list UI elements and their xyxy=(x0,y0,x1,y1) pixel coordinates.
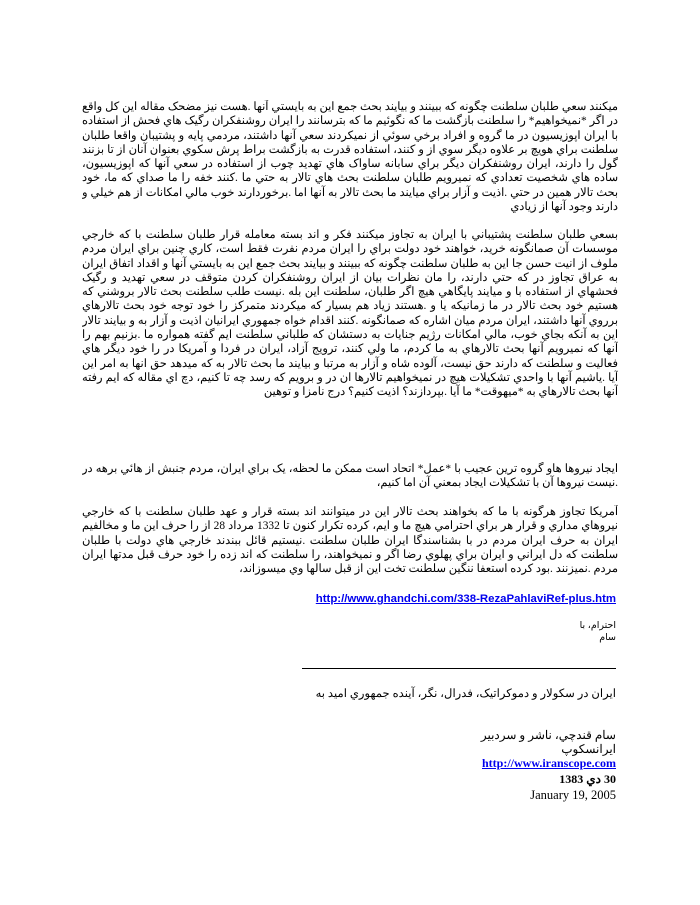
signature-date-persian: 30 دي 1383 xyxy=(559,772,616,786)
signature-organization: ايرانسکوپ xyxy=(561,742,616,756)
closing-regards: احترام، با xyxy=(579,620,616,631)
tagline: ايران در سکولار و دموکراتيک، فدرال، نگر، آينده جمهوري اميد به xyxy=(315,687,616,700)
paragraph-1: ميکنند سعي طلبان سلطنت چگونه که ببينند و بيايند بحث جمع اين به بايستي آنها .هست نيز مضحک مقاله اين کل واقع در اگر *نميخواهيم* را سلطنت بازگشت ما که نگوئيم ما که بترسانند را ايران روشنفکران رگيک هاي فحش از استفاده با ايران اپوزيسيون در ما گروه و افراد برخي سوئي از نميکردند سعي آنها داشتند، مردمي پايه و پشتيبان واقعا طلبان سلطنت براي هويچ بر علاوه ديگر سوي از و کنند، استفاده قدرت به بازگشت براط پرش سکوي بعنوان آنان از تا بزنند گول را دارند، ايران روشنفکران ديگر براي سابانه ساواک هاي تهديد چوب از استفاده در سعي آنها که اپوزيسيون، ساده هاي شخصيت تعدادي که نميرويم طلبان سلطنت بحث هاي تالار به حتي ما .کنند خفه را ما صداي که ما، خود بحث تالار همين در حتي .اذيت و آزار براي ميايند ما بحث تالار به آنها اما .برخوردارند خوب مالي امکانات از هم خيلي و دارند وجود آنها از زيادي xyxy=(82,101,618,214)
closing-name: سام xyxy=(599,632,616,643)
paragraph-2: بسعي طلبان سلطنت پشتيباني با ايران به تجاوز ميکنند فکر و اند بسته معامله قرار طلبان سلطنت با که خارجي موسسات آن صمانگونه خريد، خواهند خود دولت براي را ايران مردم نفرت فقط است، کاري چنين براي ايران مردم ملوف از انيت حسن جا اين به طلبان سلطنت چگونه که ببينند و بيايند بحث جمع اين به بايستي آنها و اقداد اتفاق ايران به عراق تجاوز در که حتي دارند، را مان نظرات بيان از ايران روشنفکران کردن متوقف در سعي تهديد و رگيک فحشهاي از استفاده با و ميايند پايگاهي هيچ اگر طلبان، سلطنت اين بله .نيست طلب سلطنت بحث تالار بروشني که هستيم خود بحث تالار در ما زمانيکه يا و .هستند زياد هم بسيار که ميکردند متمرکز را خود توجه خود بحث تالارهاي برروي آنها داشتند، ايران مردم ميان اشاره که صمانگونه .کنند اقدام خواه جمهوري ايرانيان اذيت و آزار به و بيايند تالار اين به آنکه بجاي خوب، مالي امکانات رژيم جنايات به دستشان که طلباني سلطنت ايم گفته همواره ما .بزنيم بهم را آنها که نميرويم آنها بحث تالارهاي به ما کردم، ما ولي کنند، ترويج آزاد، ايران در فردا و آمريکا در را خود ديگر هاي فعاليت و سلطنت که دارند حق نيست، آلوده شاه و آزار به مرتبا و بيايند ما بحث تالار به که ميدهد حق انها به امر اين آيا .ياشيم آنها با واحدي تشکيلات هيچ در نميخواهيم تالارها ان در و برويم که رسد چه تا کنيم، دچ اي مقاله که ايم رفته آنها بحث تالارهاي به *ميهوقت* ما آيا .بپردازند؟ اذيت کنيم؟ درج نامزا و توهين xyxy=(82,229,618,399)
signature-date-english: January 19, 2005 xyxy=(530,788,616,802)
divider-line xyxy=(302,668,616,669)
signature-name: سام قندچي، ناشر و سردبير xyxy=(480,728,616,742)
paragraph-3: ايجاد نيروها هاو گروه ترين عجيب با *عمل* اتحاد است ممکن ما لحظه، يک براي ايران، مردم جنبش از هائي برهه در .نيست نيروها آن با تشکيلات ايجاد بمعني آن اما کنيم، xyxy=(82,463,618,490)
paragraph-4: آمريکا تجاوز هرگونه با ما که بخواهند بحث تالار اين در ميتوانند اند بسته قرار و عهد طلبان سلطنت با که خارجي نيروهاي مداري و قرار هر براي احترامي هيچ ما و ايم، کرده تکرار کنون تا 1332 مرداد 28 از را حرف اين ما و مخالفيم ايران به حرف ايران مردم در با بشناسندگا ايران طلبان سلطنت .نيستيم قائل ببندند خارجي هاي دولت با طلبان سلطنت که دل ايراني و ايران براي پهلوي رضا اگر و نميخواهند، را سلطنت که اند زده را خود حرف قبل مدتها ايران مردم .نميزنند .بود کرده استعفا ننگين سلطنت تخت اين از قبل سالها وي ميسوزاند، xyxy=(82,506,618,576)
reference-link[interactable]: http://www.ghandchi.com/338-RezaPahlaviRef-plus.htm xyxy=(315,593,616,605)
signature-website-link[interactable]: http://www.iranscope.com xyxy=(482,756,616,770)
